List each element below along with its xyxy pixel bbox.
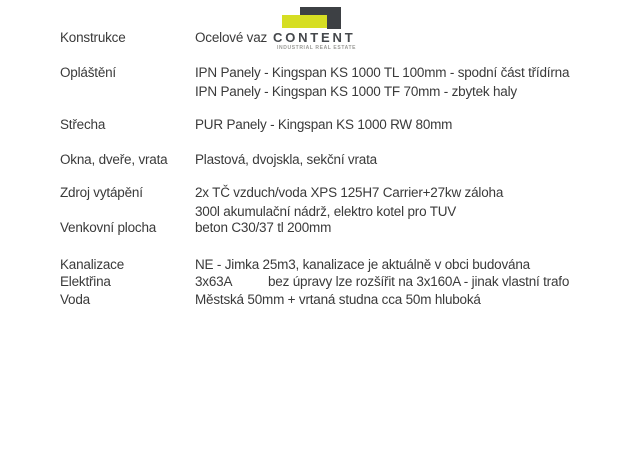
spec-row-oplasteni: [60, 63, 569, 101]
spec-label: Elektřina: [60, 274, 111, 289]
spec-value: Městská 50mm + vrtaná studna cca 50m hluboká: [195, 292, 481, 307]
spec-label: Opláštění: [60, 65, 116, 80]
spec-label: Zdroj vytápění: [60, 185, 143, 200]
spec-label: Okna, dveře, vrata: [60, 152, 168, 167]
spec-row-elektrina: [60, 272, 569, 291]
spec-label: Konstrukce: [60, 30, 126, 45]
spec-value-line: IPN Panely - Kingspan KS 1000 TL 100mm - spodní část třídírna: [195, 65, 570, 80]
spec-row-zdroj-vytapeni: [60, 183, 503, 221]
spec-value-primary: 3x63A: [195, 274, 233, 289]
spec-label: Kanalizace: [60, 257, 125, 272]
spec-label: Střecha: [60, 117, 106, 132]
content-logo: [273, 7, 365, 52]
spec-value: beton C30/37 tl 200mm: [195, 220, 332, 235]
spec-value: NE - Jimka 25m3, kanalizace je aktuálně v obci budována: [195, 257, 530, 272]
spec-value-line: 300l akumulační nádrž, elektro kotel pro TUV: [195, 204, 457, 219]
spec-value-line: IPN Panely - Kingspan KS 1000 TF 70mm - zbytek haly: [195, 84, 517, 99]
spec-value: PUR Panely - Kingspan KS 1000 RW 80mm: [195, 117, 453, 132]
spec-row-strecha: [60, 115, 452, 134]
spec-row-okna-dvere-vrata: [60, 150, 377, 169]
logo-tagline: INDUSTRIAL REAL ESTATE: [277, 45, 357, 51]
spec-row-konstrukce: [60, 28, 267, 47]
spec-value: [195, 63, 569, 101]
spec-value: [195, 183, 503, 221]
spec-label: Venkovní plocha: [60, 220, 157, 235]
spec-label: Voda: [60, 292, 90, 307]
spec-row-voda: [60, 290, 481, 309]
logo-mark-lime-rect-icon: [282, 15, 327, 28]
logo-wordmark: CONTENT: [273, 30, 356, 45]
spec-value: Ocelové vaz: [195, 30, 268, 45]
spec-value: Plastová, dvojskla, sekční vrata: [195, 152, 377, 167]
spec-value-line: 2x TČ vzduch/voda XPS 125H7 Carrier+27kw záloha: [195, 185, 504, 200]
spec-value: [195, 272, 569, 291]
logo-mark-right-leg-icon: [327, 7, 341, 29]
spec-value-secondary: bez úpravy lze rozšířit na 3x160A - jinak vlastní trafo: [268, 274, 570, 289]
spec-row-venkovni-plocha: [60, 218, 331, 237]
